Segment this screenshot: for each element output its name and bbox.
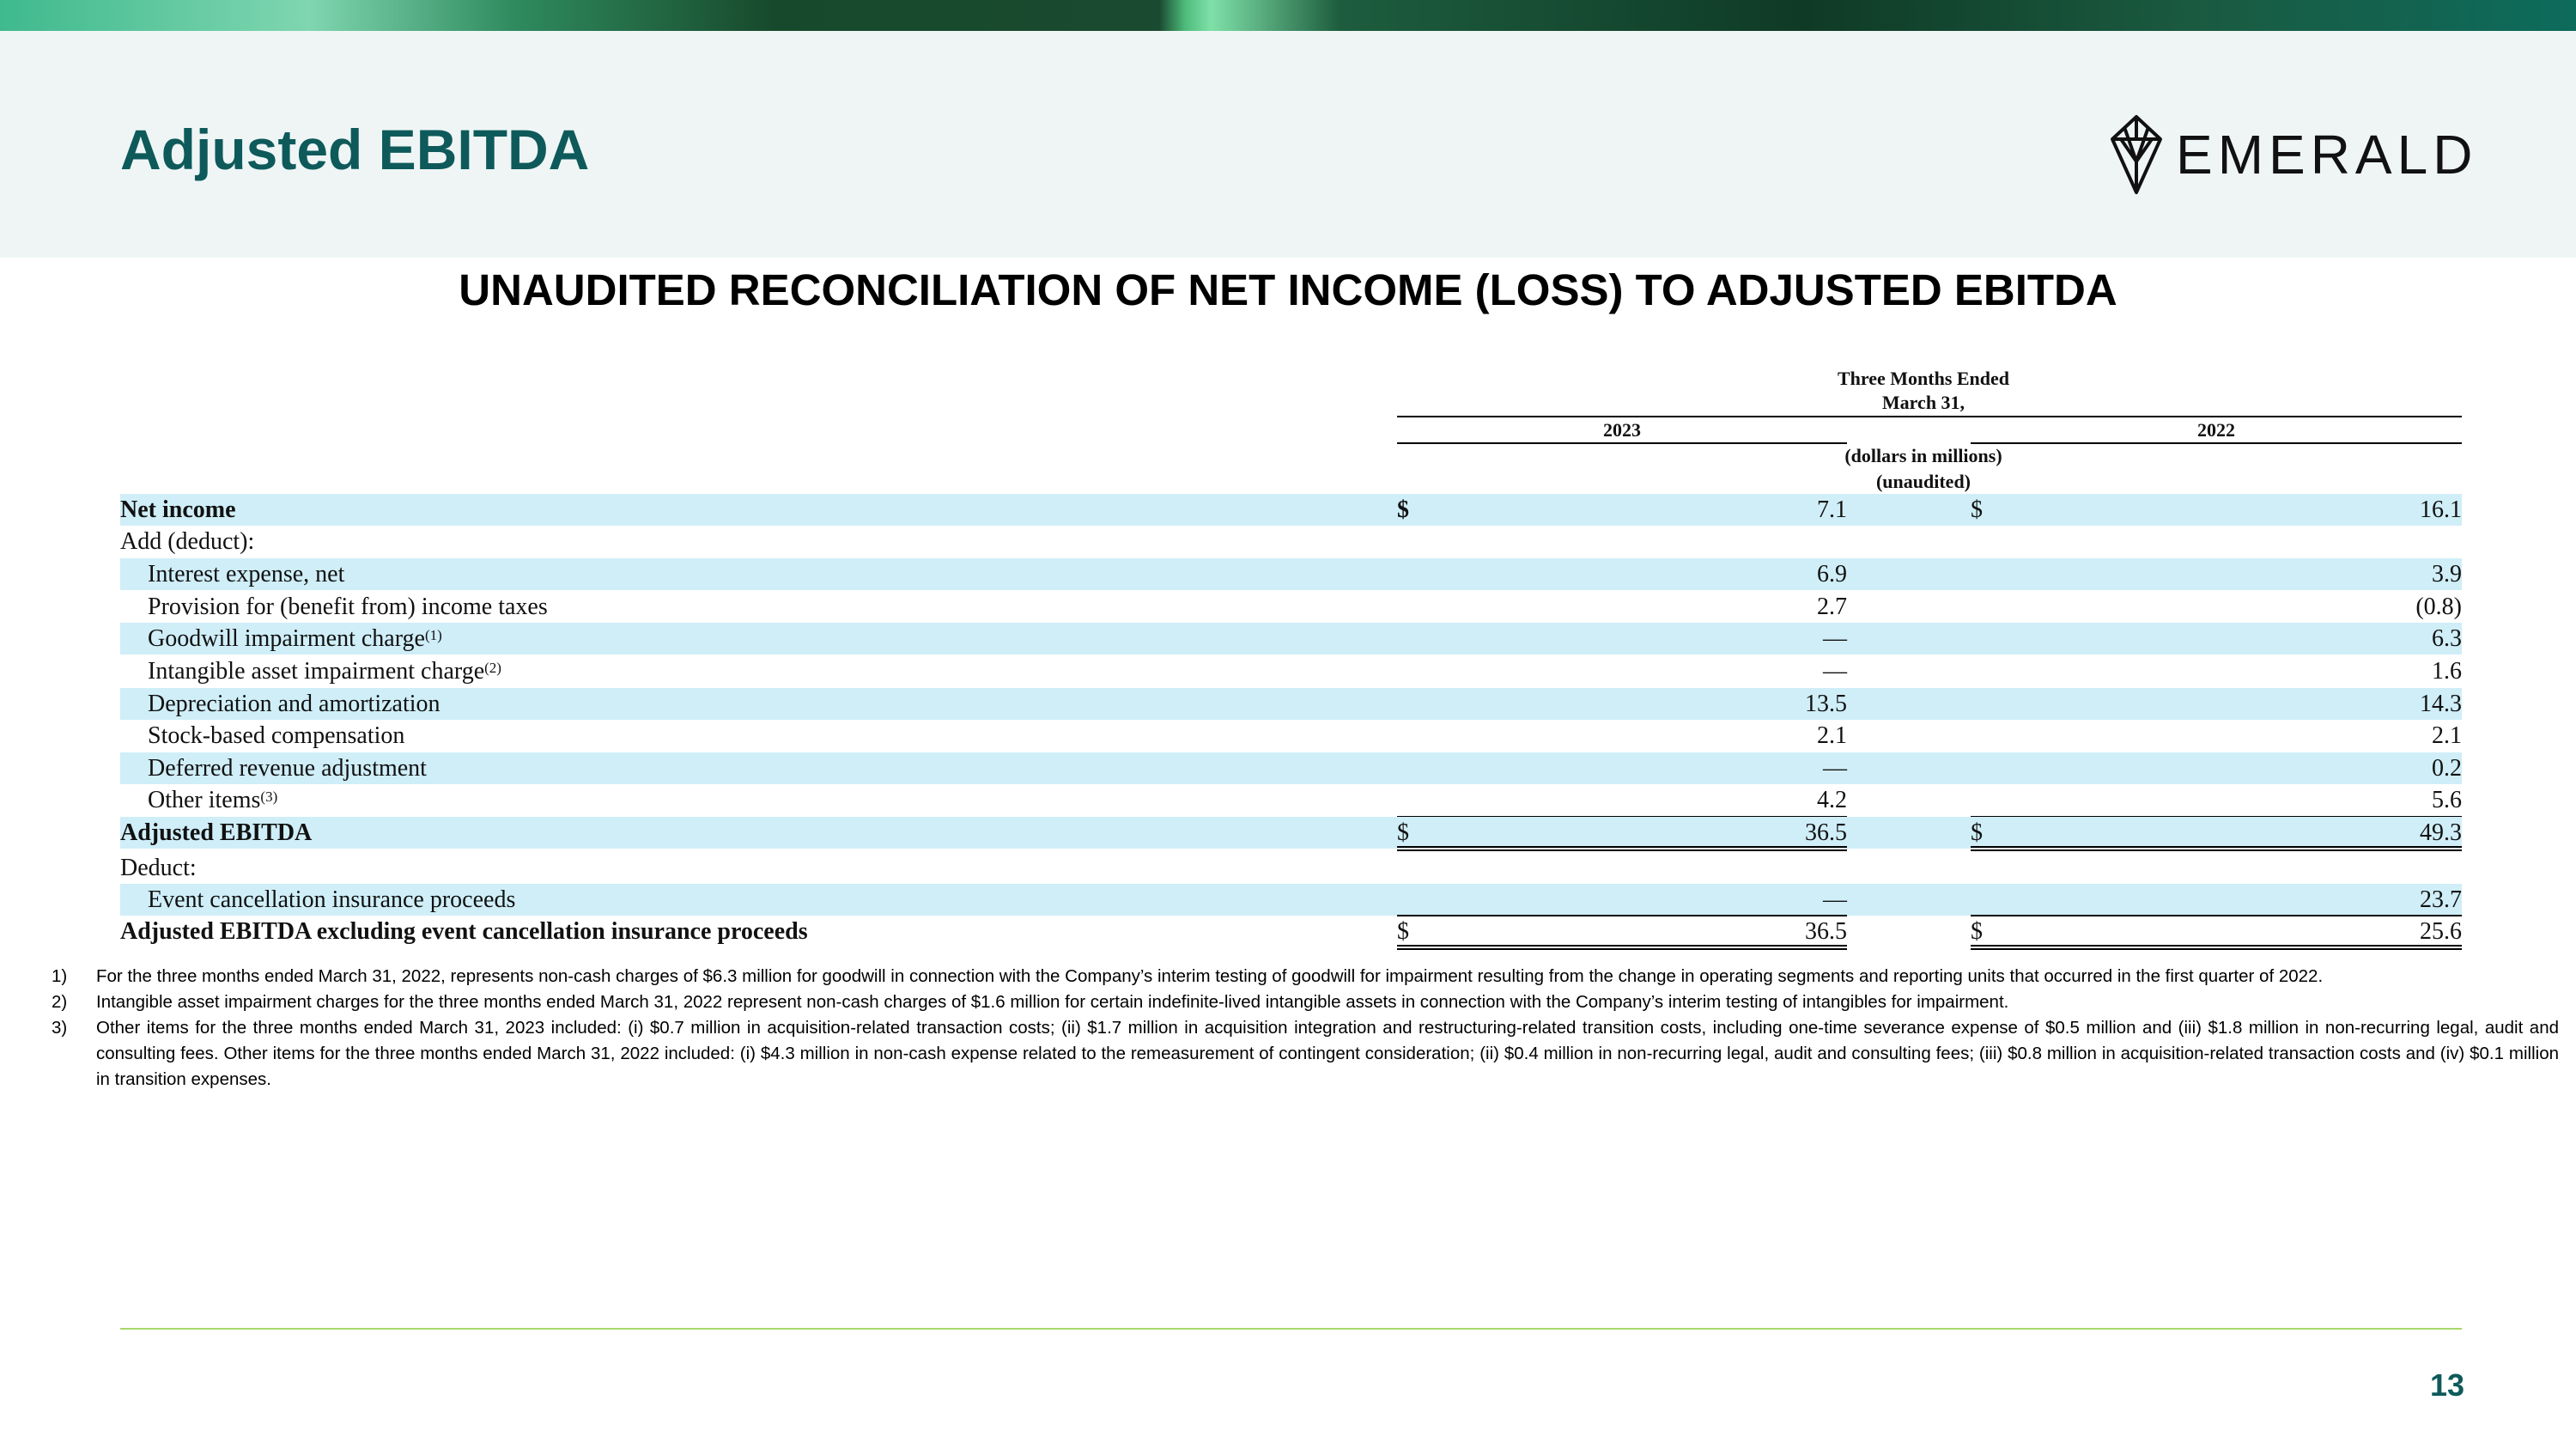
row-label: Add (deduct): [120, 528, 255, 555]
value-2023: 6.9 [1817, 561, 1847, 588]
dollar-sign-2023: $ [1397, 819, 1409, 846]
value-2022: 2.1 [2432, 722, 2462, 749]
footnote-marker: (3) [260, 788, 278, 805]
page-title: Adjusted EBITDA [120, 118, 590, 181]
row-label [148, 655, 501, 687]
period-header-line2: March 31, [1881, 392, 1965, 413]
double-rule-2022 [1971, 945, 2462, 950]
row-label [148, 784, 277, 816]
table-row-adjusted-ebitda-excl [120, 916, 2462, 947]
dollar-sign-2023: $ [1397, 496, 1409, 523]
value-2022: 0.2 [2432, 755, 2462, 782]
year-2022-rule [1971, 442, 2462, 444]
value-2022: 3.9 [2432, 561, 2462, 588]
row-label: Adjusted EBITDA excluding event cancellation insurance proceeds [120, 918, 808, 945]
emerald-gem-icon [2109, 113, 2164, 196]
value-2023: 13.5 [1805, 691, 1847, 717]
value-2022: 25.6 [2420, 918, 2462, 945]
row-label: Adjusted EBITDA [120, 819, 313, 846]
value-2023: 7.1 [1817, 496, 1847, 523]
footnote [52, 964, 2559, 989]
footnote-text: Other items for the three months ended March 31, 2023 included: (i) $0.7 million in acquisition-related transaction costs; (ii) $1.7 million in acquisition integration and restructuring-related transition costs, including one-time severance expense of $0.5 million and (iii) $1.8 million in non-recurring legal, audit and consulting fees. Other items for the three months ended March 31, 2022 included: (i) $4.3 million in non-cash expense related to the remeasurement of contingent consideration; (ii) $0.4 million in non-recurring legal, audit and consulting fees; (iii) $0.8 million in acquisition-related transaction costs and (iv) $0.1 million in transition expenses. [96, 1018, 2559, 1089]
value-2023: 2.7 [1817, 594, 1847, 620]
row-label-text: Other items [148, 787, 261, 813]
row-label: Stock-based compensation [148, 722, 405, 749]
logo-wordmark: EMERALD [2176, 124, 2478, 186]
footnote-marker: (1) [424, 627, 442, 643]
value-2023: — [1823, 886, 1847, 913]
value-2022: 16.1 [2420, 496, 2462, 523]
footnote-marker: (2) [484, 660, 501, 676]
footnote [52, 989, 2559, 1015]
table-row [120, 884, 2462, 916]
row-label [148, 623, 442, 654]
table-row [120, 752, 2462, 784]
table-row [120, 720, 2462, 752]
value-2022: 23.7 [2420, 886, 2462, 913]
units-header-line1: (dollars in millions) [1844, 445, 2002, 466]
row-label: Deduct: [120, 855, 197, 881]
double-rule-2023 [1397, 846, 1847, 851]
double-rule-2022 [1971, 846, 2462, 851]
table-row [120, 688, 2462, 720]
row-label: Depreciation and amortization [148, 691, 440, 717]
reconciliation-title: UNAUDITED RECONCILIATION OF NET INCOME (LOSS) TO ADJUSTED EBITDA [459, 265, 2117, 314]
row-label: Deferred revenue adjustment [148, 755, 427, 782]
table-row-deduct [120, 852, 2462, 884]
value-2023: 2.1 [1817, 722, 1847, 749]
year-2023-rule [1397, 442, 1847, 444]
value-2023: 4.2 [1817, 787, 1847, 813]
footnote-number: 1) [52, 966, 68, 986]
footnote [52, 1015, 2559, 1093]
top-decorative-band [0, 0, 2576, 31]
table-row [120, 655, 2462, 687]
row-label: Event cancellation insurance proceeds [148, 886, 516, 913]
value-2023: 36.5 [1805, 819, 1847, 846]
table-row [120, 784, 2462, 816]
footnote-number: 2) [52, 992, 68, 1012]
row-label-text: Goodwill impairment charge [148, 625, 425, 652]
footer-divider [120, 1328, 2462, 1330]
footnote-text: Intangible asset impairment charges for the three months ended March 31, 2022 represent non-cash charges of $1.6 million for certain indefinite-lived intangible assets in connection with the Company’s interim testing of intangibles for impairment. [96, 992, 2009, 1012]
units-header-line2: (unaudited) [1875, 471, 1971, 492]
double-rule-2023 [1397, 945, 1847, 950]
period-header-line1: Three Months Ended [1837, 368, 2010, 389]
row-label: Net income [120, 496, 236, 523]
value-2023: — [1823, 658, 1847, 685]
value-2022: (0.8) [2415, 594, 2462, 620]
row-label: Interest expense, net [148, 561, 345, 588]
table-row-add-deduct [120, 526, 2462, 557]
value-2022: 49.3 [2420, 819, 2462, 846]
dollar-sign-2022: $ [1971, 819, 1983, 846]
footnotes [52, 964, 2559, 1093]
page-number: 13 [2429, 1367, 2464, 1403]
table-row-adjusted-ebitda [120, 817, 2462, 849]
row-label-text: Intangible asset impairment charge [148, 658, 485, 685]
row-label: Provision for (benefit from) income taxes [148, 594, 548, 620]
value-2022: 1.6 [2432, 658, 2462, 685]
value-2022: 14.3 [2420, 691, 2462, 717]
table-row [120, 558, 2462, 590]
value-2023: — [1823, 625, 1847, 652]
table-row [120, 623, 2462, 654]
year-2022-header: 2022 [2197, 419, 2235, 441]
value-2022: 5.6 [2432, 787, 2462, 813]
value-2023: — [1823, 755, 1847, 782]
table-row-net-income [120, 494, 2462, 526]
dollar-sign-2022: $ [1971, 496, 1983, 523]
dollar-sign-2022: $ [1971, 918, 1983, 945]
header-rule-top [1397, 416, 2462, 417]
value-2022: 6.3 [2432, 625, 2462, 652]
footnote-number: 3) [52, 1018, 68, 1038]
footnote-text: For the three months ended March 31, 2022, represents non-cash charges of $6.3 million for goodwill in connection with the Company’s interim testing of goodwill for impairment resulting from the change in operating segments and reporting units that occurred in the first quarter of 2022. [96, 966, 2324, 986]
emerald-logo [2109, 112, 2477, 198]
year-2023-header: 2023 [1603, 419, 1641, 441]
dollar-sign-2023: $ [1397, 918, 1409, 945]
table-row [120, 591, 2462, 623]
value-2023: 36.5 [1805, 918, 1847, 945]
